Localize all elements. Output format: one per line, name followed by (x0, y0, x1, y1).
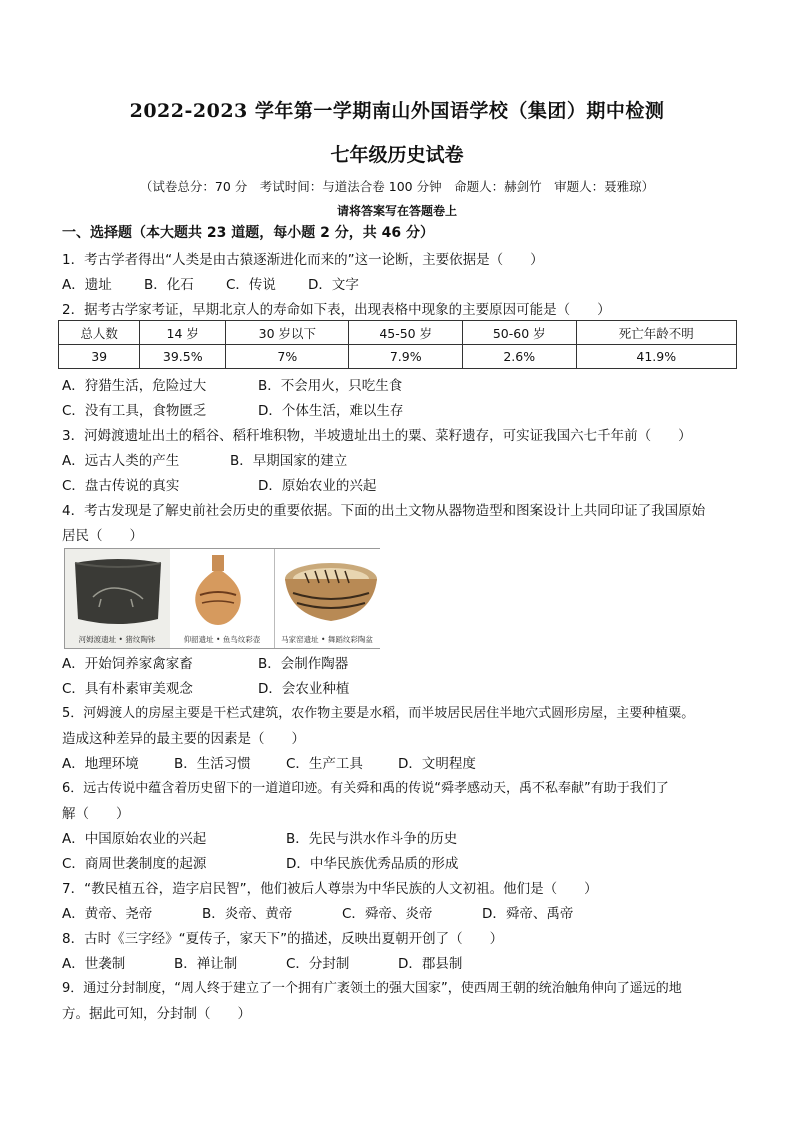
question-4-stem-line2: 居民（ ） (62, 528, 143, 544)
question-1-stem: 1．考古学者得出“人类是由古猿逐渐进化而来的”这一论断，主要依据是（ ） (62, 252, 544, 268)
option-a: A．开始饲养家禽家畜 (62, 656, 193, 672)
table-header-cell: 总人数 (59, 321, 140, 345)
option-c: C．分封制 (286, 956, 350, 972)
artifact-photo-1 (65, 549, 170, 648)
option-d: D．郡县制 (398, 956, 463, 972)
option-b: B．先民与洪水作斗争的历史 (286, 831, 458, 847)
question-2-options-row2 (62, 399, 403, 419)
option-a: A．远古人类的产生 (62, 453, 180, 469)
table-header-cell: 14 岁 (140, 321, 226, 345)
question-2-stem: 2．据考古学家考证，早期北京人的寿命如下表，出现表格中现象的主要原因可能是（ ） (62, 302, 611, 318)
table-cell: 2.6% (462, 345, 576, 369)
option-c: C．商周世袭制度的起源 (62, 856, 207, 872)
artifact-caption: 马家窑遗址 • 舞蹈纹彩陶盆 (281, 635, 373, 644)
question-6-stem-line2: 解（ ） (62, 806, 130, 822)
option-d: D．文字 (308, 277, 359, 293)
option-b: B．会制作陶器 (258, 656, 349, 672)
option-c: C．具有朴素审美观念 (62, 681, 193, 697)
question-3-options-row1 (62, 449, 347, 469)
option-a: A．黄帝、尧帝 (62, 906, 153, 922)
artifact-photo-3 (275, 549, 379, 648)
exam-subtitle: 七年级历史试卷 (330, 144, 464, 166)
question-8-stem: 8．古时《三字经》“夏传子，家天下”的描述，反映出夏朝开创了（ ） (62, 931, 504, 947)
table-header-row (59, 321, 737, 345)
option-b: B．生活习惯 (174, 756, 251, 772)
option-c: C．盘古传说的真实 (62, 478, 180, 494)
table-header-cell: 50-60 岁 (462, 321, 576, 345)
option-d: D．原始农业的兴起 (258, 478, 377, 494)
table-cell: 39 (59, 345, 140, 369)
option-a: A．狩猎生活，危险过大 (62, 378, 207, 394)
question-5-stem-line2: 造成这种差异的最主要的因素是（ ） (62, 731, 305, 747)
option-d: D．文明程度 (398, 756, 476, 772)
option-a: A．中国原始农业的兴起 (62, 831, 207, 847)
option-c: C．没有工具，食物匮乏 (62, 403, 207, 419)
question-4-options-row1 (62, 652, 348, 672)
question-4-options-row2 (62, 677, 349, 697)
option-b: B．化石 (144, 277, 194, 293)
table-header-cell: 30 岁以下 (226, 321, 349, 345)
exam-notice: 请将答案写在答题卷上 (336, 204, 457, 218)
option-c: C．传说 (226, 277, 276, 293)
question-7-options (62, 902, 573, 922)
section-heading: 一、选择题（本大题共 23 道题，每小题 2 分，共 46 分） (62, 225, 434, 241)
exam-title: 2022-2023 学年第一学期南山外国语学校（集团）期中检测 (129, 100, 665, 122)
table-header-cell: 死亡年龄不明 (576, 321, 736, 345)
option-d: D．会农业种植 (258, 681, 350, 697)
question-1-options (62, 273, 359, 293)
table-cell: 41.9% (576, 345, 736, 369)
option-c: C．生产工具 (286, 756, 363, 772)
option-a: A．世袭制 (62, 956, 126, 972)
question-4-stem-line1: 4．考古发现是了解史前社会历史的重要依据。下面的出土文物从器物造型和图案设计上共同印证了我国原始 (62, 503, 706, 519)
option-d: D．中华民族优秀品质的形成 (286, 856, 459, 872)
question-5-options (62, 752, 476, 772)
option-b: B．禅让制 (174, 956, 238, 972)
question-3-options-row2 (62, 474, 376, 494)
artifact-photos (64, 548, 380, 649)
option-d: D．个体生活，难以生存 (258, 403, 404, 419)
option-b: B．炎帝、黄帝 (202, 906, 293, 922)
table-header-cell: 45-50 岁 (349, 321, 463, 345)
question-5-stem-line1: 5．河姆渡人的房屋主要是干栏式建筑，农作物主要是水稻，而半坡居民居住半地穴式圆形房屋，主要种植粟。 (62, 706, 695, 721)
question-6-options-row1 (62, 827, 457, 847)
option-b: B．早期国家的建立 (230, 453, 348, 469)
question-2-options-row1 (62, 374, 402, 394)
table-row (59, 345, 737, 369)
question-9-stem-line2: 方。据此可知，分封制（ ） (62, 1006, 251, 1022)
option-a: A．地理环境 (62, 756, 139, 772)
artifact-caption: 仰韶遗址 • 鱼鸟纹彩壶 (183, 635, 261, 644)
question-3-stem: 3．河姆渡遗址出土的稻谷、稻秆堆积物，半坡遗址出土的粟、菜籽遗存，可实证我国六七千年前（ ） (62, 428, 692, 444)
question-9-stem-line1: 9．通过分封制度，“周人终于建立了一个拥有广袤领土的强大国家”，使西周王朝的统治触角伸向了遥远的地 (62, 981, 682, 996)
option-a: A．遗址 (62, 277, 112, 293)
question-8-options (62, 952, 462, 972)
option-d: D．舜帝、禹帝 (482, 906, 574, 922)
question-6-stem-line1: 6．远古传说中蕴含着历史留下的一道道印迹。有关舜和禹的传说“舜孝感动天，禹不私奉献”有助于我们了 (62, 781, 669, 796)
table-cell: 7.9% (349, 345, 463, 369)
option-c: C．舜帝、炎帝 (342, 906, 433, 922)
artifact-caption: 河姆渡遗址 • 猪纹陶钵 (78, 635, 156, 644)
table-cell: 7% (226, 345, 349, 369)
option-b: B．不会用火，只吃生食 (258, 378, 403, 394)
lifespan-table (58, 320, 737, 369)
question-7-stem: 7．“教民植五谷，造字启民智”，他们被后人尊崇为中华民族的人文初祖。他们是（ ） (62, 881, 598, 897)
exam-info: （试卷总分：70 分 考试时间：与道法合卷 100 分钟 命题人：赫剑竹 审题人：聂雅琼） (139, 179, 655, 194)
question-6-options-row2 (62, 852, 458, 872)
table-cell: 39.5% (140, 345, 226, 369)
artifact-photo-2 (170, 549, 275, 648)
